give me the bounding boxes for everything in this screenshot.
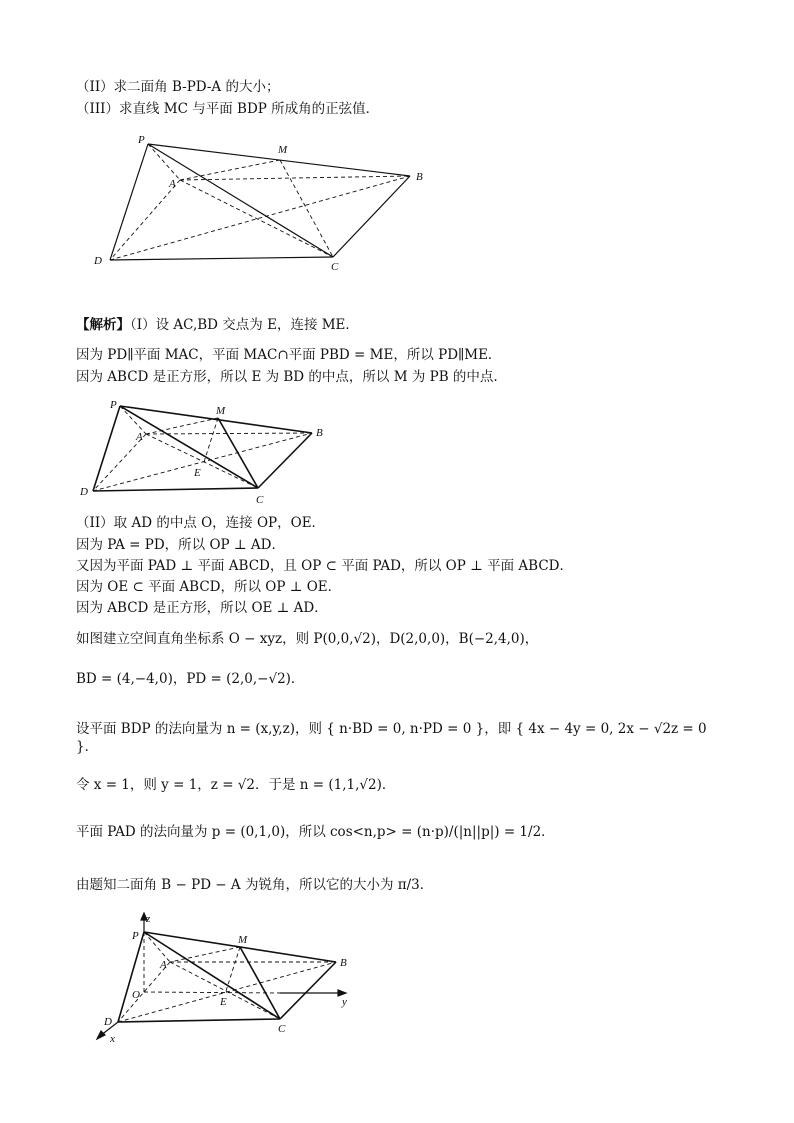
label-B: B: [416, 171, 423, 183]
solution-p11: 设平面 BDP 的法向量为 n = (x,y,z)，则 { n·BD = 0, n·PD = 0 }，即 { 4x − 4y = 0, 2x − √2z = 0 }．: [76, 721, 707, 755]
solution-p7: 因为 OE ⊂ 平面 ABCD，所以 OP ⊥ OE．: [76, 579, 342, 595]
label-M: M: [238, 934, 248, 946]
label-O: O: [132, 989, 140, 1001]
label-A: A: [169, 178, 176, 190]
solution-p8: 因为 ABCD 是正方形，所以 OE ⊥ AD．: [76, 600, 328, 616]
solution-p3: 因为 ABCD 是正方形，所以 E 为 BD 的中点，所以 M 为 PB 的中点.: [76, 369, 498, 385]
solution-p4: （II）取 AD 的中点 O，连接 OP，OE．: [76, 515, 326, 531]
solution-p5: 因为 PA = PD，所以 OP ⊥ AD．: [76, 537, 285, 553]
label-E: E: [194, 467, 201, 479]
label-D: D: [80, 486, 88, 498]
solution-p1-text: （I）设 AC,BD 交点为 E，连接 ME．: [130, 317, 359, 333]
axis-z-label: z: [146, 913, 151, 925]
solution-p9: 如图建立空间直角坐标系 O − xyz，则 P(0,0,√2)，D(2,0,0)，B(−2,4,0)，: [76, 631, 539, 647]
axis-y-label: y: [342, 996, 347, 1008]
label-B: B: [340, 957, 347, 969]
label-M: M: [278, 144, 288, 156]
solution-p13: 平面 PAD 的法向量为 p = (0,1,0)，所以 cos<n,p> = (n·p)/(|n||p|) = 1/2．: [76, 824, 555, 840]
solution-heading: 【解析】: [76, 317, 130, 333]
label-E: E: [220, 996, 227, 1008]
label-C: C: [278, 1023, 286, 1035]
solution-p14: 由题知二面角 B − PD − A 为锐角，所以它的大小为 π/3．: [76, 877, 434, 893]
label-B: B: [316, 427, 323, 439]
axis-x-label: x: [110, 1033, 115, 1045]
label-C: C: [331, 261, 339, 273]
solution-p2: 因为 PD∥平面 MAC，平面 MAC∩平面 PBD = ME，所以 PD∥ME．: [76, 347, 502, 363]
figure-3: [90, 912, 370, 1051]
label-A: A: [160, 959, 167, 971]
question-2: （II）求二面角 B-PD-A 的大小；: [76, 79, 280, 95]
label-M: M: [216, 405, 226, 417]
figure-2: [76, 396, 346, 515]
solution-p10: BD = (4,−4,0)，PD = (2,0,−√2)．: [76, 671, 305, 687]
label-A: A: [136, 431, 143, 443]
question-3: （III）求直线 MC 与平面 BDP 所成角的正弦值．: [76, 101, 380, 117]
label-C: C: [256, 494, 264, 506]
solution-p6: 又因为平面 PAD ⊥ 平面 ABCD，且 OP ⊂ 平面 PAD，所以 OP ⊥ 平面 ABCD．: [76, 558, 573, 574]
label-D: D: [94, 255, 102, 267]
label-D: D: [104, 1016, 112, 1028]
label-P: P: [110, 399, 117, 411]
label-P: P: [138, 134, 145, 146]
figure-1: [80, 130, 440, 284]
solution-p12: 令 x = 1，则 y = 1，z = √2．于是 n = (1,1,√2)．: [76, 777, 396, 793]
solution-p1: [76, 316, 359, 334]
label-P: P: [132, 930, 139, 942]
